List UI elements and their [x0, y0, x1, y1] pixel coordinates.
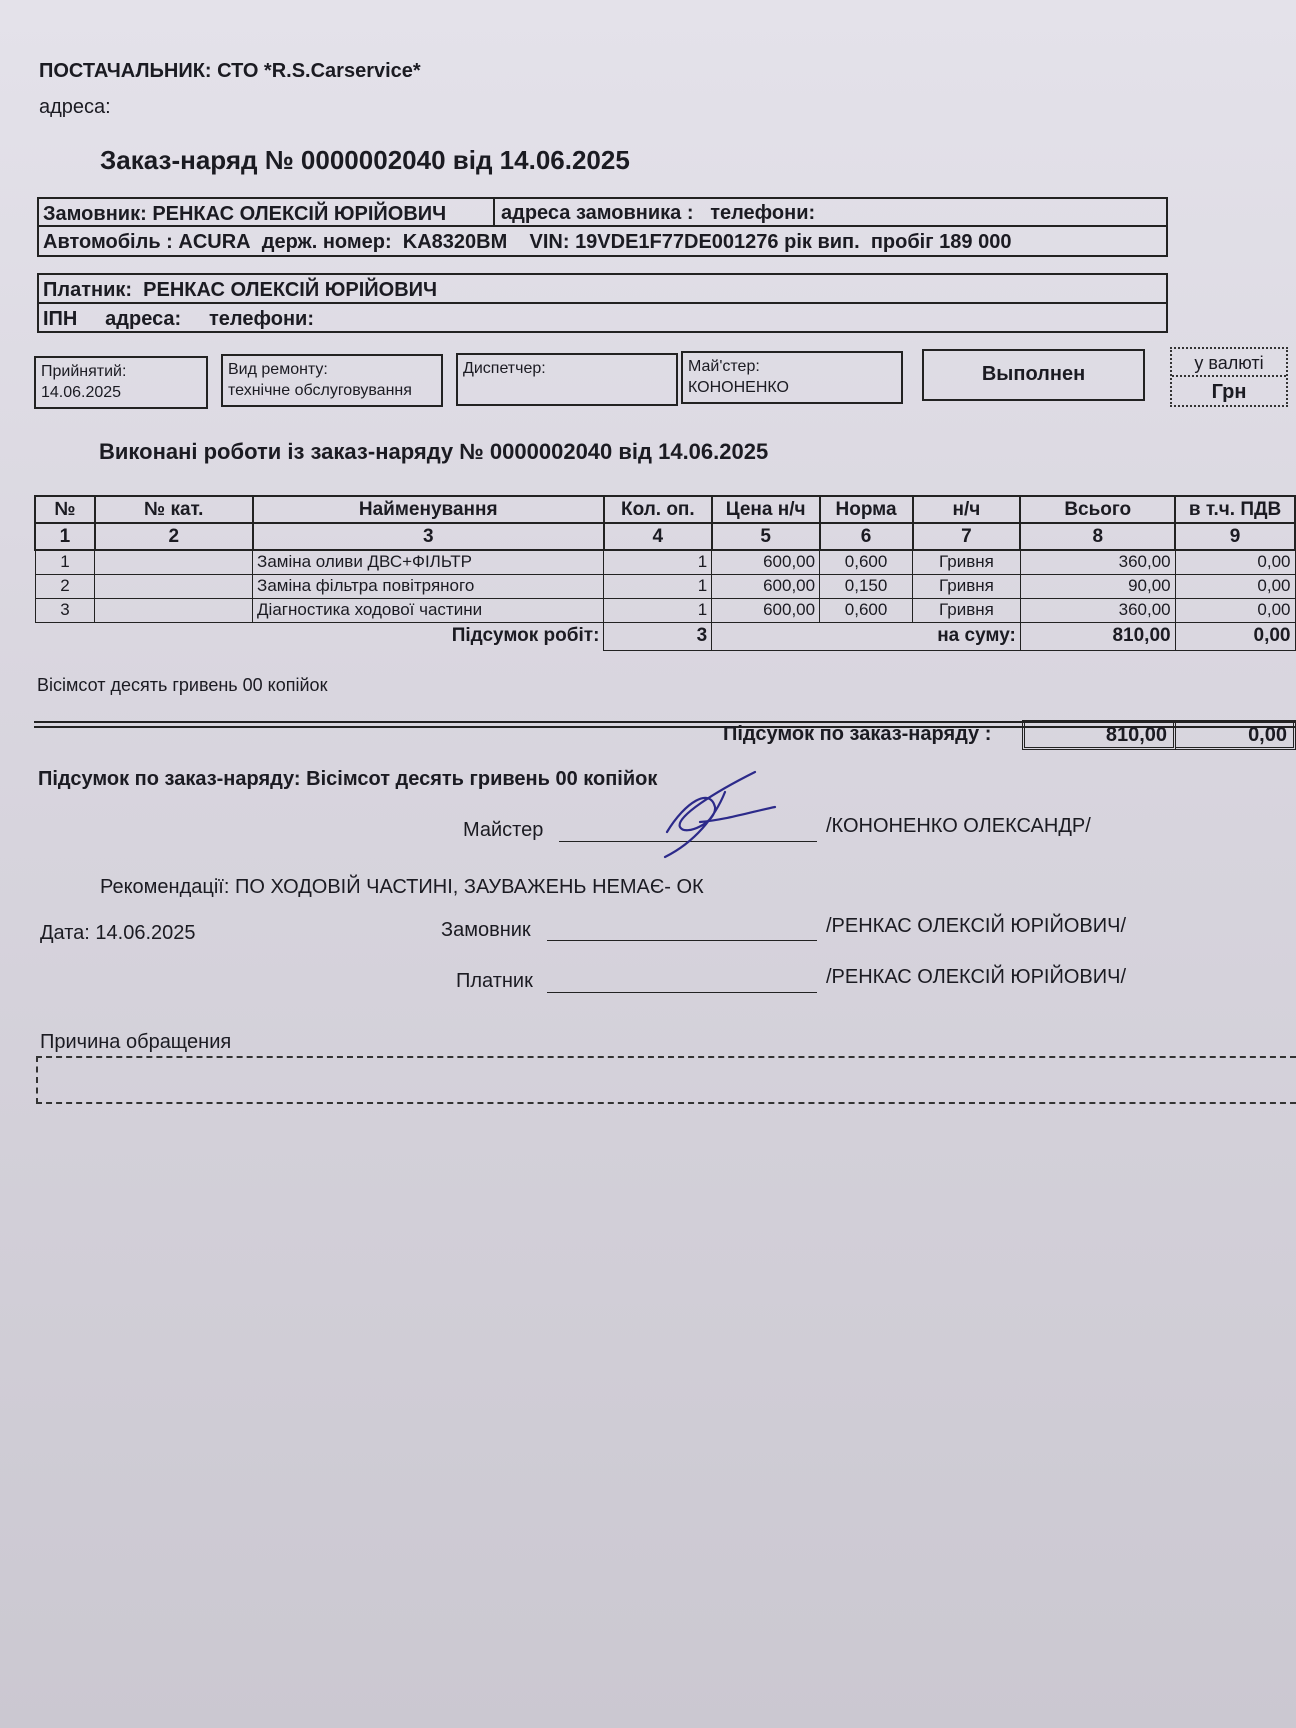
status-value: Выполнен: [981, 363, 1086, 385]
payer-label: Платник:: [43, 279, 133, 301]
header-cell: в т.ч. ПДВ: [1175, 496, 1295, 523]
table-header-row: [35, 496, 1295, 523]
vehicle-plate: KA8320BM: [402, 231, 508, 253]
repair-type-box: [221, 354, 443, 407]
summary-total: 810,00: [1020, 622, 1175, 650]
payer-name: РЕНКАС ОЛЕКСІЙ ЮРІЙОВИЧ: [143, 279, 438, 301]
customer-label: Замовник:: [43, 203, 147, 225]
order-total-label: Підсумок по заказ-наряду :: [723, 723, 992, 745]
row-price: 600,00: [712, 574, 820, 598]
document-title: Заказ-наряд № 0000002040 від 14.06.2025: [100, 145, 630, 175]
table-row: [35, 550, 1295, 574]
header-cell: Норма: [820, 496, 913, 523]
header-cell: Найменування: [253, 496, 604, 523]
row-number: 2: [35, 574, 95, 598]
payer-details: [43, 308, 314, 331]
vehicle-year-label: рік вип.: [784, 231, 860, 253]
master-sign-name: /КОНОНЕНКО ОЛЕКСАНДР/: [826, 815, 1091, 837]
row-price: 600,00: [712, 598, 820, 622]
row-number: 1: [35, 550, 95, 574]
customer-name: РЕНКАС ОЛЕКСІЙ ЮРІЙОВИЧ: [152, 203, 447, 225]
row-vat: 0,00: [1175, 550, 1295, 574]
order-total-box: [1022, 720, 1176, 750]
row-total: 90,00: [1020, 574, 1175, 598]
column-number: 8: [1020, 523, 1175, 550]
summary-label: Підсумок робіт:: [35, 622, 604, 650]
row-number: 3: [35, 598, 95, 622]
payer-sign-name: /РЕНКАС ОЛЕКСІЙ ЮРІЙОВИЧ/: [826, 966, 1127, 988]
accepted-label: Прийнятий:: [41, 363, 127, 380]
master-label: Май'стер:: [688, 358, 760, 375]
table-row: [35, 574, 1295, 598]
currency-label: у валюті: [1194, 353, 1264, 373]
payer-ipn-label: ІПН: [43, 308, 78, 330]
row-norm: 0,600: [820, 598, 913, 622]
row-catalog: [95, 574, 253, 598]
row-qty: 1: [604, 598, 712, 622]
row-unit: Гривня: [913, 550, 1021, 574]
vehicle-vin: 19VDE1F77DE001276: [575, 231, 779, 253]
order-total-vat: 0,00: [1248, 724, 1287, 746]
header-cell: №: [35, 496, 95, 523]
row-name: Діагностика ходової частини: [253, 598, 604, 622]
customer-address-label: адреса замовника :: [501, 202, 694, 224]
column-number: 1: [35, 523, 95, 550]
supplier-label: ПОСТАЧАЛЬНИК:: [39, 60, 212, 82]
table-summary-row: [35, 622, 1295, 650]
column-number: 9: [1175, 523, 1295, 550]
works-table: [34, 495, 1296, 651]
payer-sign-label: Платник: [456, 970, 533, 992]
currency-value: Грн: [1211, 381, 1247, 403]
payer-phones-label: телефони:: [209, 308, 314, 330]
row-total: 360,00: [1020, 598, 1175, 622]
accepted-date: 14.06.2025: [41, 384, 122, 401]
summary-qty: 3: [604, 622, 712, 650]
payer-line: [43, 279, 437, 302]
master-box: [681, 351, 903, 404]
row-qty: 1: [604, 550, 712, 574]
vehicle-make: ACURA: [178, 231, 251, 253]
column-number: 5: [712, 523, 820, 550]
customer-contacts: [501, 202, 815, 225]
summary-vat: 0,00: [1175, 622, 1295, 650]
header-cell: Цена н/ч: [712, 496, 820, 523]
dispatcher-label: Диспетчер:: [463, 360, 546, 377]
payer-sign-line: [547, 968, 817, 993]
row-unit: Гривня: [913, 574, 1021, 598]
column-number: 7: [913, 523, 1021, 550]
header-cell: Кол. оп.: [604, 496, 712, 523]
row-unit: Гривня: [913, 598, 1021, 622]
order-vat-box: [1176, 720, 1296, 750]
row-catalog: [95, 598, 253, 622]
column-number: 2: [95, 523, 253, 550]
supplier-address-label: адреса:: [39, 96, 111, 118]
order-total-value: 810,00: [1105, 724, 1167, 746]
header-cell: № кат.: [95, 496, 253, 523]
status-box: [922, 349, 1145, 401]
document-date: Дата: 14.06.2025: [40, 922, 196, 944]
vehicle-mileage-label: пробіг: [870, 231, 934, 253]
order-total-words: Підсумок по заказ-наряду: Вісімсот десять гривень 00 копійок: [38, 768, 658, 790]
customer-line: [43, 203, 446, 226]
row-name: Заміна оливи ДВС+ФІЛЬТР: [253, 550, 604, 574]
row-price: 600,00: [712, 550, 820, 574]
recommendations: Рекомендації: ПО ХОДОВІЙ ЧАСТИНІ, ЗАУВАЖЕНЬ НЕМАЄ- ОК: [100, 876, 704, 898]
row-catalog: [95, 550, 253, 574]
vehicle-label: Автомобіль :: [43, 231, 173, 253]
payer-box: [37, 273, 1168, 333]
vehicle-mileage: 189 000: [939, 231, 1012, 253]
reason-label: Причина обращения: [40, 1031, 232, 1053]
vehicle-plate-label: держ. номер:: [261, 231, 392, 253]
table-row: [35, 598, 1295, 622]
master-value: КОНОНЕНКО: [688, 379, 789, 396]
column-number: 3: [253, 523, 604, 550]
row-norm: 0,150: [820, 574, 913, 598]
repair-type-value: технічне обслуговування: [228, 382, 412, 399]
payer-address-label: адреса:: [105, 308, 182, 330]
row-name: Заміна фільтра повітряного: [253, 574, 604, 598]
header-cell: н/ч: [913, 496, 1021, 523]
row-total: 360,00: [1020, 550, 1175, 574]
row-vat: 0,00: [1175, 574, 1295, 598]
supplier-line: [39, 60, 421, 83]
supplier-name: СТО *R.S.Carservice*: [217, 60, 421, 82]
row-norm: 0,600: [820, 550, 913, 574]
summary-sum-label: на суму:: [712, 622, 1021, 650]
table-column-numbers-row: [35, 523, 1295, 550]
customer-sign-label: Замовник: [441, 919, 531, 941]
column-number: 6: [820, 523, 913, 550]
customer-phones-label: телефони:: [710, 202, 816, 224]
repair-type-label: Вид ремонту:: [228, 361, 328, 378]
dispatcher-box: [456, 353, 678, 406]
vehicle-line: [43, 231, 1011, 254]
customer-sign-name: /РЕНКАС ОЛЕКСІЙ ЮРІЙОВИЧ/: [826, 915, 1127, 937]
signature-icon: [655, 762, 785, 862]
header-cell: Всього: [1020, 496, 1175, 523]
row-qty: 1: [604, 574, 712, 598]
works-title: Виконані роботи із заказ-наряду № 0000002040 від 14.06.2025: [99, 439, 769, 464]
master-sign-label: Майстер: [463, 819, 544, 841]
amount-in-words: Вісімсот десять гривень 00 копійок: [37, 675, 328, 695]
currency-box: [1170, 347, 1288, 407]
vehicle-vin-label: VIN:: [529, 231, 570, 253]
accepted-box: [34, 356, 208, 409]
reason-box: [36, 1056, 1296, 1104]
row-vat: 0,00: [1175, 598, 1295, 622]
customer-sign-line: [547, 916, 817, 941]
column-number: 4: [604, 523, 712, 550]
customer-box: [37, 197, 1168, 257]
